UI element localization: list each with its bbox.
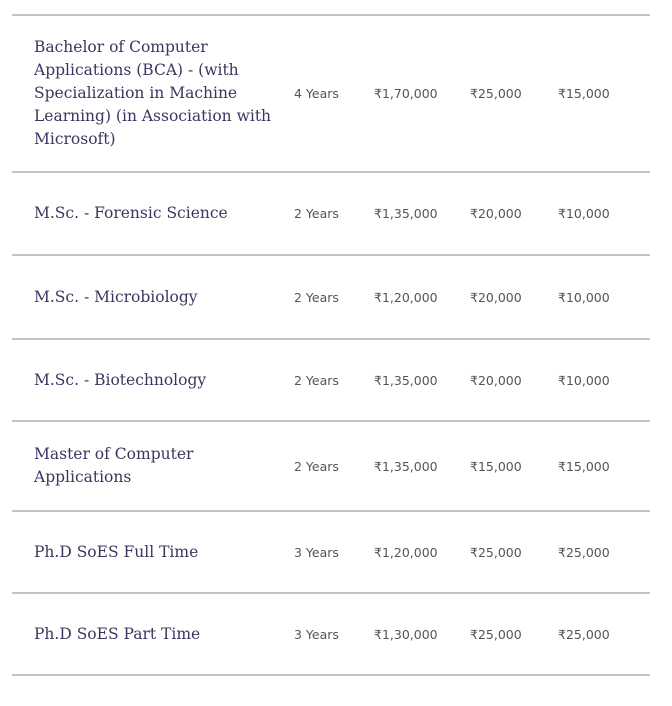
table-row (12, 422, 650, 512)
fee-value: ₹25,000 (470, 544, 522, 560)
fee-value: ₹25,000 (470, 626, 522, 642)
fee-value: ₹15,000 (558, 458, 610, 474)
fee-value: ₹25,000 (558, 626, 610, 642)
course-name: Master of Computer Applications (34, 445, 194, 486)
fee-value: ₹10,000 (558, 206, 610, 221)
fee-value: ₹1,35,000 (374, 206, 438, 221)
fee-value: ₹25,000 (558, 544, 610, 560)
fee-value: ₹20,000 (470, 372, 522, 388)
fee-value: ₹10,000 (558, 372, 610, 388)
table-row (12, 173, 650, 256)
table-row (12, 256, 650, 340)
fee-value: ₹15,000 (470, 458, 522, 474)
course-duration: 4 Years (294, 86, 339, 101)
course-duration: 2 Years (294, 458, 339, 474)
course-name: M.Sc. - Forensic Science (34, 204, 228, 222)
fee-value: ₹20,000 (470, 206, 522, 221)
fee-value: ₹1,70,000 (374, 86, 438, 101)
course-name: Bachelor of Computer Applications (BCA) - (with Specialization in Machine Learning) (in Association with Microsoft) (34, 38, 272, 148)
fee-value: ₹1,35,000 (374, 458, 438, 474)
course-duration: 2 Years (294, 289, 339, 305)
table-row (12, 594, 650, 676)
fee-value: ₹1,20,000 (374, 289, 438, 305)
course-name: M.Sc. - Biotechnology (34, 370, 207, 389)
fee-value: ₹10,000 (558, 289, 610, 305)
course-name: M.Sc. - Microbiology (34, 287, 198, 306)
table-row (12, 340, 650, 422)
fee-value: ₹1,20,000 (374, 544, 438, 560)
course-duration: 3 Years (294, 626, 339, 642)
fee-value: ₹20,000 (470, 289, 522, 305)
course-duration: 2 Years (294, 372, 339, 388)
course-name: Ph.D SoES Part Time (34, 624, 201, 643)
course-duration: 2 Years (294, 206, 339, 221)
fee-value: ₹1,35,000 (374, 372, 438, 388)
course-duration: 3 Years (294, 544, 339, 560)
fee-value: ₹1,30,000 (374, 626, 438, 642)
fee-value: ₹15,000 (558, 86, 610, 101)
course-name: Ph.D SoES Full Time (34, 542, 199, 561)
table-row (12, 512, 650, 594)
fee-table (12, 14, 650, 676)
fee-value: ₹25,000 (470, 86, 522, 101)
table-row (12, 16, 650, 173)
